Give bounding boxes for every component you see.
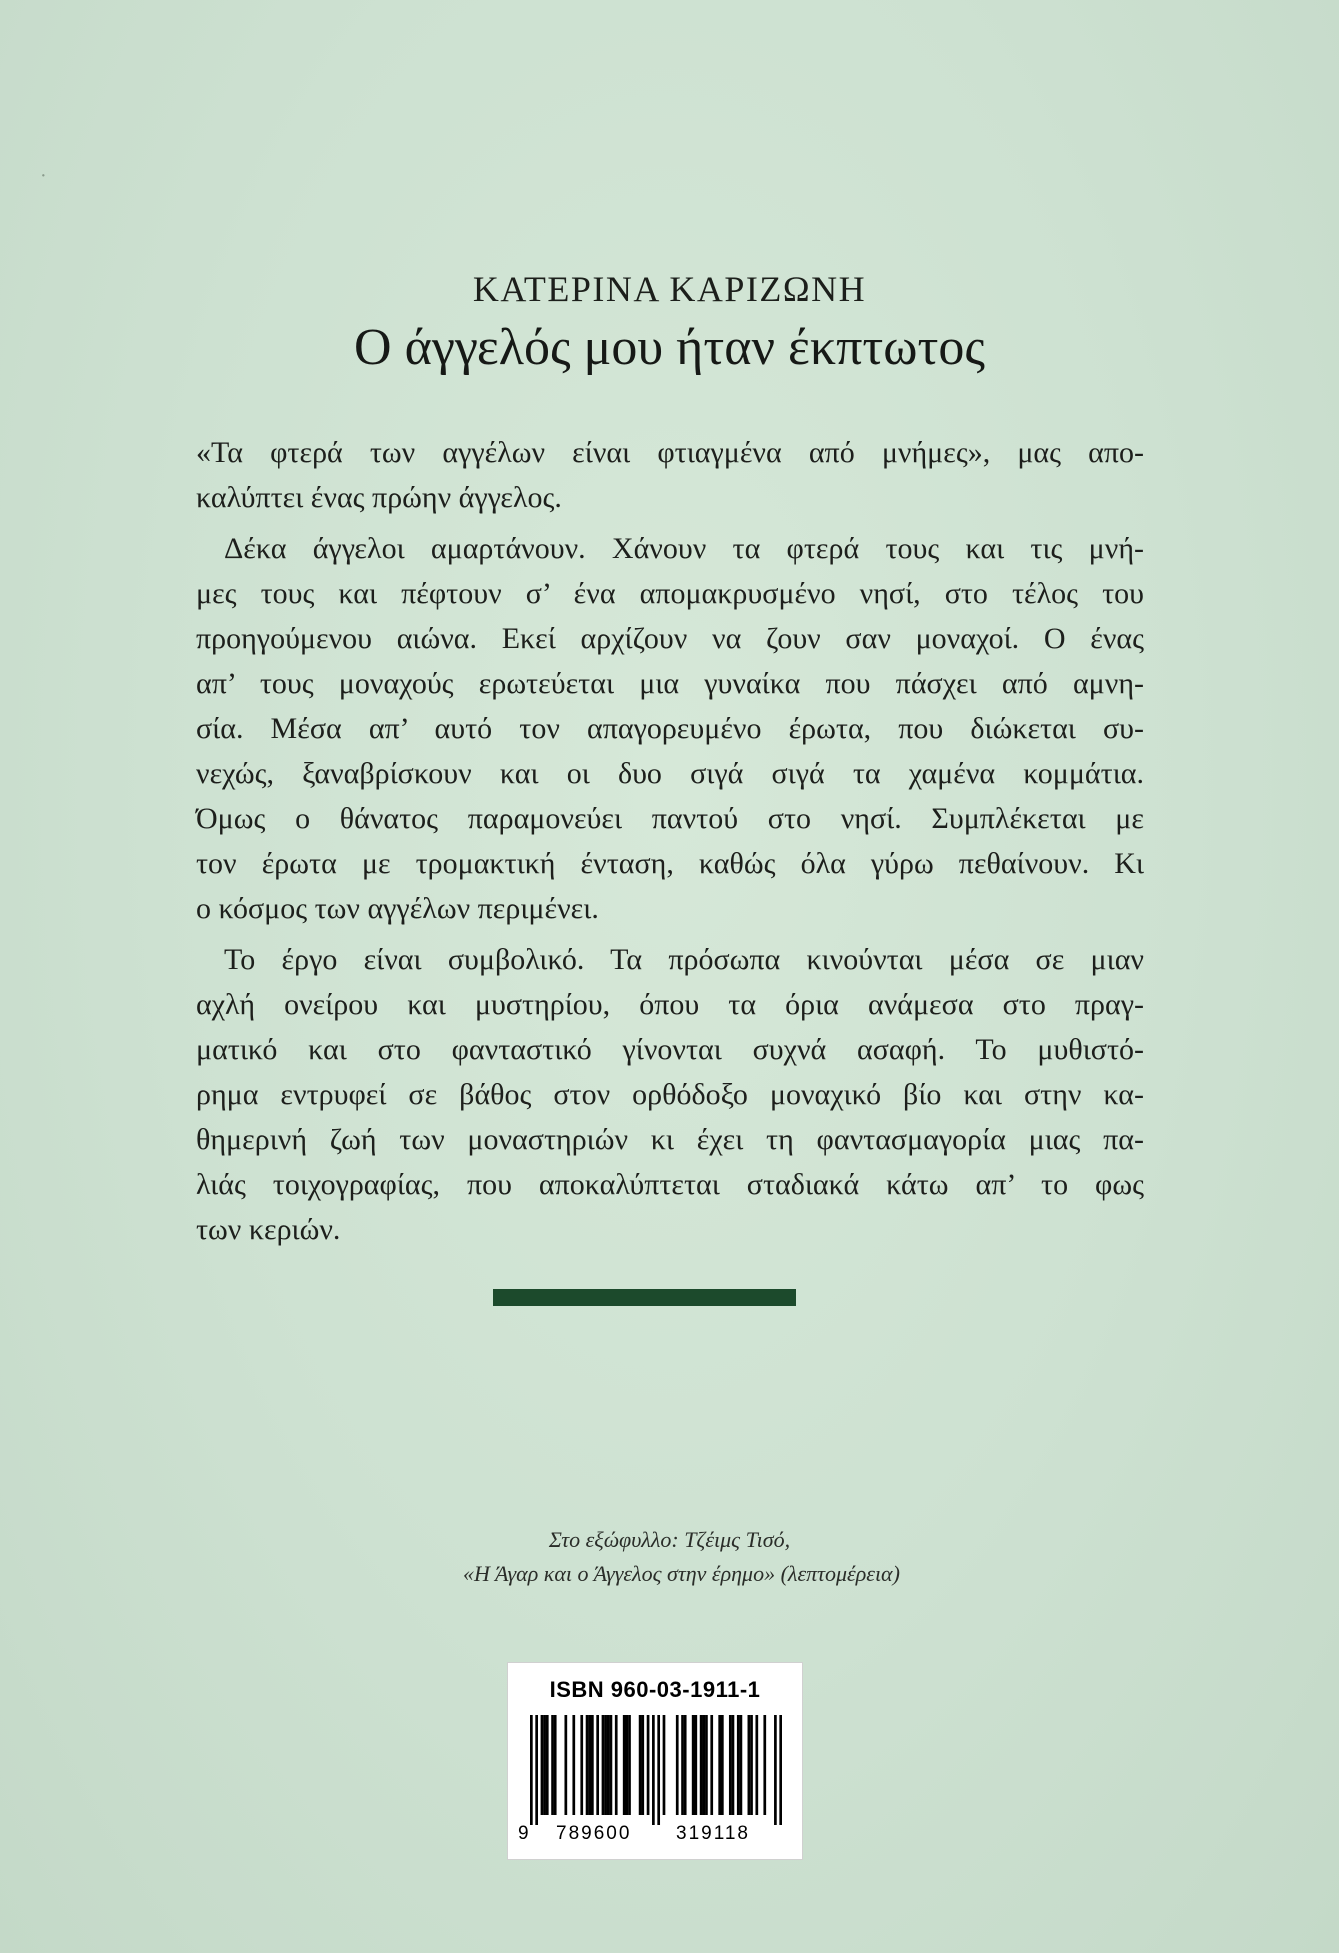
barcode-bar: [588, 1715, 591, 1815]
barcode-bar: [694, 1715, 697, 1815]
barcode-bar: [748, 1715, 751, 1815]
barcode-bar: [721, 1715, 724, 1815]
barcode-bar: [684, 1715, 687, 1815]
barcode-bar: [763, 1715, 766, 1815]
barcode-bar: [710, 1715, 713, 1815]
barcode-bar: [541, 1715, 544, 1815]
barcode-bar: [652, 1715, 655, 1825]
barcode-bar: [740, 1715, 743, 1815]
barcode-bar: [628, 1715, 631, 1815]
barcode-digit-first: 9: [518, 1823, 529, 1844]
barcode-bar: [572, 1715, 575, 1815]
barcode-bar: [591, 1715, 594, 1815]
blurb-line: ματικό και στο φανταστικό γίνονται συχνά ασαφή. Το μυθιστό-: [196, 1033, 1144, 1066]
blurb-line: θημερινή ζωή των μοναστηριών κι έχει τη φαντασμαγορία μιας πα-: [196, 1123, 1144, 1156]
barcode-bar: [641, 1715, 644, 1815]
blurb-line: μες τους και πέφτουν σ’ ένα απομακρυσμένο νησί, στο τέλος του: [196, 577, 1144, 610]
barcode-bar: [705, 1715, 708, 1815]
barcode-bar: [610, 1715, 613, 1815]
barcode-bars: [530, 1715, 782, 1825]
barcode-digits: [518, 1823, 794, 1849]
barcode-bar: [551, 1715, 554, 1815]
barcode-bar: [580, 1715, 583, 1815]
blurb-line: τον έρωτα με τρομακτική ένταση, καθώς όλα γύρω πεθαίνουν. Κι: [196, 847, 1144, 880]
blurb-line: αχλή ονείρου και μυστηρίου, όπου τα όρια ανάμεσα στο πραγ-: [196, 988, 1144, 1021]
blurb-line: προηγούμενου αιώνα. Εκεί αρχίζουν να ζουν σαν μοναχοί. Ο ένας: [196, 622, 1144, 655]
barcode-bar: [702, 1715, 705, 1815]
barcode-bar: [625, 1715, 628, 1815]
blurb-line: ρημα εντρυφεί σε βάθος στον ορθόδοξο μοναχικό βίο και στην κα-: [196, 1078, 1144, 1111]
barcode-bar: [639, 1715, 642, 1815]
blurb-line: σία. Μέσα απ’ αυτό τον απαγορευμένο έρωτα, που διώκεται συ-: [196, 712, 1144, 745]
barcode-bar: [596, 1715, 599, 1815]
book-title: Ο άγγελός μου ήταν έκπτωτος: [354, 319, 985, 376]
author-name: ΚΑΤΕΡΙΝΑ ΚΑΡΙΖΩΝΗ: [472, 269, 867, 309]
barcode-bar: [543, 1715, 546, 1815]
barcode-bar: [535, 1715, 538, 1825]
barcode-bar: [615, 1715, 618, 1815]
barcode-bar: [681, 1715, 684, 1815]
decorative-rule: [493, 1289, 796, 1306]
barcode-bar: [602, 1715, 605, 1815]
blurb-line: Δέκα άγγελοι αμαρτάνουν. Χάνουν τα φτερά τους και τις μνή-: [224, 532, 1144, 565]
blurb-line: απ’ τους μοναχούς ερωτεύεται μια γυναίκα που πάσχει από αμνη-: [196, 667, 1144, 700]
isbn-label: ISBN 960-03-1911-1: [549, 1677, 761, 1702]
isbn-barcode-box: [507, 1662, 803, 1860]
barcode-bar: [604, 1715, 607, 1815]
blurb-line: Όμως ο θάνατος παραμονεύει παντού στο νησί. Συμπλέκεται με: [196, 802, 1144, 835]
barcode-bar: [663, 1715, 666, 1815]
barcode-bar: [647, 1715, 650, 1815]
scan-speck: ·: [40, 165, 47, 187]
barcode-bar: [676, 1715, 679, 1815]
barcode-bar: [700, 1715, 703, 1815]
barcode-bar: [657, 1715, 660, 1825]
barcode-bar: [729, 1715, 732, 1815]
barcode-bar: [774, 1715, 777, 1825]
barcode-digits-left: 789600: [556, 1823, 632, 1844]
blurb-line: καλύπτει ένας πρώην άγγελος.: [196, 481, 562, 514]
blurb-line: ο κόσμος των αγγέλων περιμένει.: [196, 892, 599, 925]
barcode-digits-right: 319118: [676, 1823, 750, 1844]
barcode-bar: [564, 1715, 567, 1815]
blurb-line: «Τα φτερά των αγγέλων είναι φτιαγμένα από μνήμες», μας απο-: [196, 436, 1144, 469]
barcode-bar: [779, 1715, 782, 1825]
barcode-bar: [718, 1715, 721, 1815]
barcode-bar: [692, 1715, 695, 1815]
cover-credit: [0, 1523, 1339, 1591]
blurb-line: Το έργο είναι συμβολικό. Τα πρόσωπα κινούνται μέσα σε μιαν: [224, 943, 1144, 976]
blurb-line: λιάς τοιχογραφίας, που αποκαλύπτεται σταδιακά κάτω απ’ το φως: [196, 1168, 1144, 1201]
barcode-bar: [737, 1715, 740, 1815]
barcode-bar: [530, 1715, 533, 1825]
barcode-bar: [623, 1715, 626, 1815]
blurb-line: νεχώς, ξαναβρίσκουν και οι δυο σιγά σιγά τα χαμένα κομμάτια.: [196, 757, 1144, 790]
cover-credit-line: Στο εξώφυλλο: Τζέιμς Τισό,: [548, 1527, 791, 1552]
barcode-bar: [607, 1715, 610, 1815]
barcode-bar: [546, 1715, 549, 1815]
blurb-line: των κεριών.: [196, 1213, 341, 1246]
barcode-bar: [732, 1715, 735, 1815]
barcode-bar: [586, 1715, 589, 1815]
cover-credit-line: «Η Άγαρ και ο Άγγελος στην έρημο» (λεπτομέρεια): [463, 1561, 900, 1586]
barcode-bar: [554, 1715, 557, 1815]
barcode-bar: [750, 1715, 753, 1815]
barcode-bar: [755, 1715, 758, 1815]
blurb-text: [196, 430, 1144, 1252]
